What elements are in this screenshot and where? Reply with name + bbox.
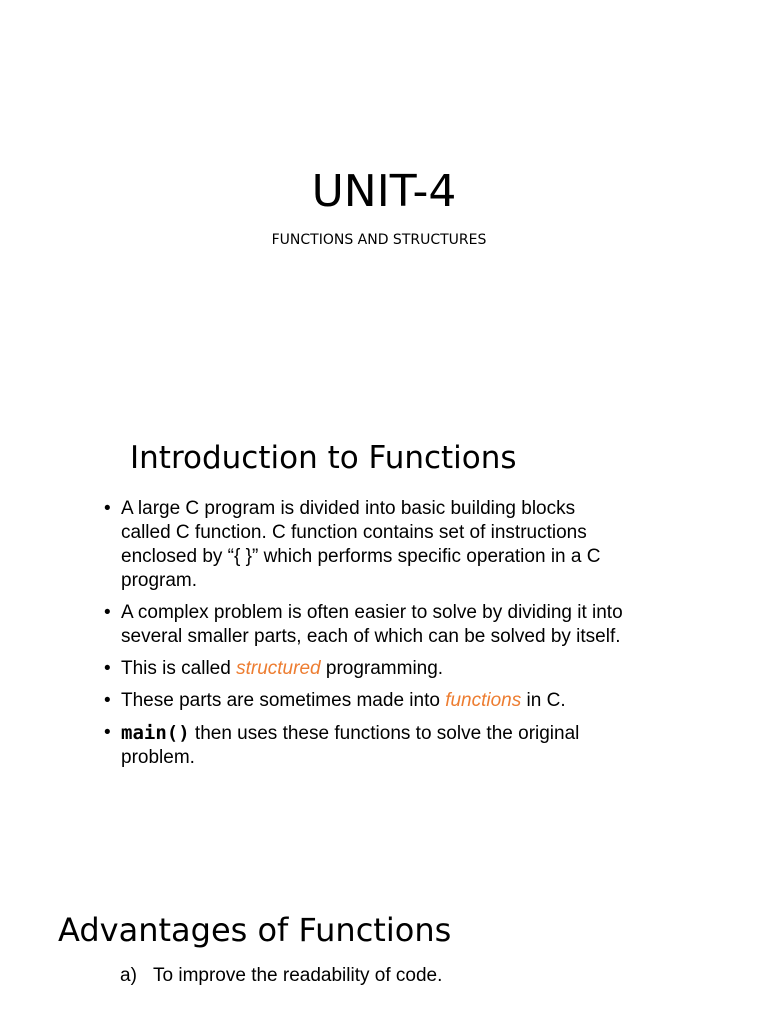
advantages-heading: Advantages of Functions bbox=[58, 911, 452, 949]
slide-title-heading: UNIT-4 bbox=[311, 166, 457, 217]
bullet-item bbox=[104, 497, 624, 593]
slide-subtitle: FUNCTIONS AND STRUCTURES bbox=[271, 232, 487, 248]
bullet-text: A complex problem is often easier to solve by dividing it into several smaller parts, each of which can be solved by itself. bbox=[121, 602, 623, 647]
intro-heading: Introduction to Functions bbox=[130, 440, 517, 476]
bullet-text: These parts are sometimes made into bbox=[121, 690, 446, 711]
bullet-item bbox=[104, 657, 624, 681]
advantage-text: To improve the readability of code. bbox=[153, 965, 443, 986]
bullet-text: in C. bbox=[521, 690, 566, 711]
highlight-functions: functions bbox=[445, 690, 522, 711]
advantages-list bbox=[120, 964, 680, 1018]
advantage-item bbox=[120, 964, 680, 988]
bullet-text: This is called bbox=[121, 658, 237, 679]
bullet-text: then uses these functions to solve the original problem. bbox=[121, 723, 580, 768]
code-main: main() bbox=[121, 722, 190, 744]
bullet-text: A large C program is divided into basic building blocks called C function. C function contains set of instructions enclosed by “{ }” which performs specific operation in a C program. bbox=[121, 498, 601, 591]
intro-bullet-list bbox=[104, 497, 624, 778]
highlight-structured: structured bbox=[236, 658, 321, 679]
slide-title bbox=[0, 0, 768, 300]
bullet-text: programming. bbox=[320, 658, 444, 679]
bullet-item bbox=[104, 721, 624, 770]
list-marker: a) bbox=[120, 965, 137, 986]
bullet-item bbox=[104, 601, 624, 649]
bullet-item bbox=[104, 689, 624, 713]
